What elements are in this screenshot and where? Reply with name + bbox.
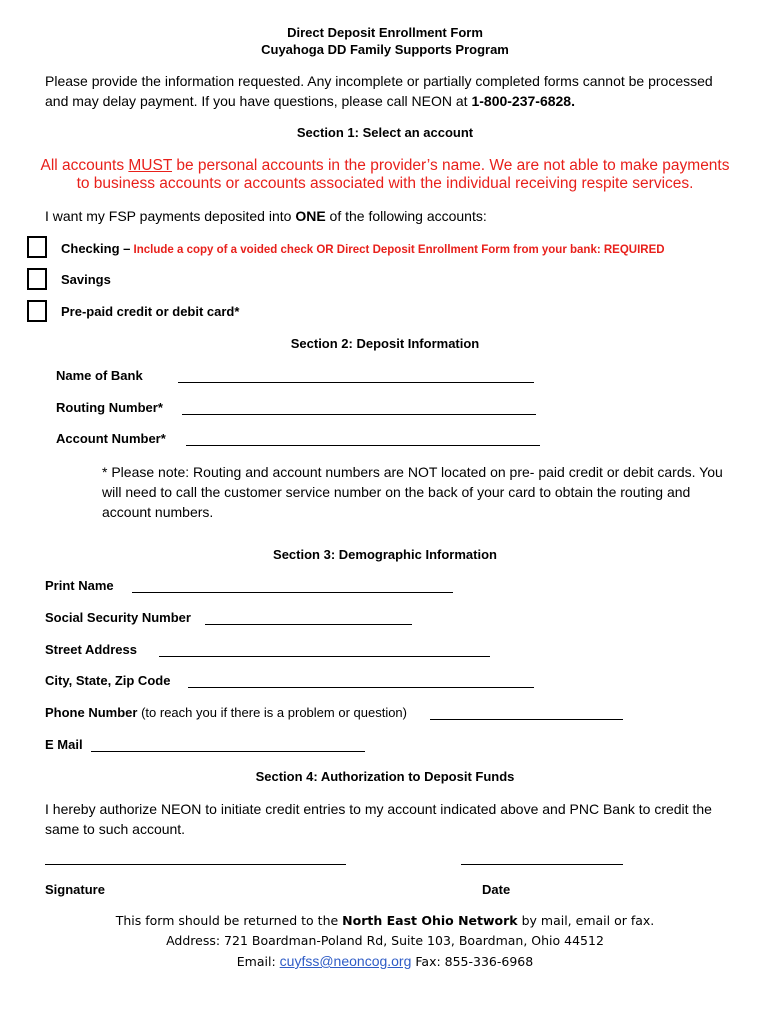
email-field[interactable] [91, 751, 365, 752]
phone-number-label: Phone Number [45, 705, 138, 720]
routing-number-field[interactable] [182, 414, 536, 415]
ssn-field[interactable] [205, 624, 412, 625]
checking-label: Checking – [61, 241, 131, 256]
intro-line-1: Please provide the information requested. Any incomplete or partially completed forms cannot be processed [45, 73, 713, 89]
section4-title: Section 4: Authorization to Deposit Funds [255, 769, 515, 784]
print-name-field[interactable] [132, 592, 453, 593]
email-link[interactable]: cuyfss@neoncog.org [279, 953, 412, 969]
email-label: E Mail [45, 737, 83, 752]
account-number-label: Account Number* [56, 431, 166, 446]
section1-warning-line2: to business accounts or accounts associated with the individual receiving respite services. [76, 175, 694, 192]
city-state-zip-field[interactable] [188, 687, 534, 688]
print-name-label: Print Name [45, 578, 114, 593]
phone-number-field[interactable] [430, 719, 623, 720]
phone-number-note: (to reach you if there is a problem or question) [137, 705, 407, 720]
one-emphasis: ONE [295, 208, 326, 224]
section1-instruction: I want my FSP payments deposited into ONE of the following accounts: [45, 208, 487, 224]
street-address-label: Street Address [45, 642, 137, 657]
date-label: Date [482, 882, 511, 897]
authorization-text: I hereby authorize NEON to initiate credit entries to my account indicated above and PNC Bank to credit the same to such account. [45, 801, 712, 837]
option-checking [61, 241, 665, 258]
footer-contact: Email: cuyfss@neoncog.org Fax: 855-336-6968 [236, 953, 534, 969]
intro-text [45, 73, 745, 110]
bank-name-label: Name of Bank [56, 368, 143, 383]
phone-number-row [45, 705, 407, 721]
routing-number-label: Routing Number* [56, 400, 163, 415]
form-subtitle: Cuyahoga DD Family Supports Program [261, 42, 509, 57]
form-title: Direct Deposit Enrollment Form [287, 25, 483, 40]
signature-label: Signature [45, 882, 105, 897]
footer-return-line: This form should be returned to the North East Ohio Network by mail, email or fax. [115, 913, 655, 928]
checking-note: Include a copy of a voided check OR Direct Deposit Enrollment Form from your bank: REQUIRED [130, 244, 665, 256]
date-field[interactable] [461, 864, 623, 865]
fax-number: Fax: 855-336-6968 [411, 954, 534, 969]
ssn-label: Social Security Number [45, 610, 191, 625]
street-address-field[interactable] [159, 656, 490, 657]
section2-title: Section 2: Deposit Information [290, 336, 480, 351]
savings-checkbox[interactable] [27, 268, 47, 290]
footer-address: Address: 721 Boardman-Poland Rd, Suite 103, Boardman, Ohio 44512 [166, 933, 604, 948]
neon-org-name: North East Ohio Network [342, 913, 518, 928]
city-state-zip-label: City, State, Zip Code [45, 673, 171, 688]
intro-line-2: and may delay payment. If you have questions, please call NEON at [45, 93, 472, 109]
checking-checkbox[interactable] [27, 236, 47, 258]
section3-title: Section 3: Demographic Information [273, 547, 497, 562]
prepaid-card-checkbox[interactable] [27, 300, 47, 322]
neon-phone: 1-800-237-6828. [471, 93, 575, 109]
section2-note: * Please note: Routing and account numbers are NOT located on pre- paid credit or debit cards. You will need to call the customer service number on the back of your card to obtain the routing and account numbers. [102, 464, 723, 520]
savings-label: Savings [61, 272, 111, 287]
signature-field[interactable] [45, 864, 346, 865]
account-number-field[interactable] [186, 445, 540, 446]
must-emphasis: MUST [128, 157, 173, 174]
prepaid-card-label: Pre-paid credit or debit card* [61, 304, 240, 319]
bank-name-field[interactable] [178, 382, 534, 383]
section1-title: Section 1: Select an account [296, 125, 474, 140]
section1-warning-line1: All accounts MUST be personal accounts in the provider’s name. We are not able to make payments [40, 157, 730, 174]
